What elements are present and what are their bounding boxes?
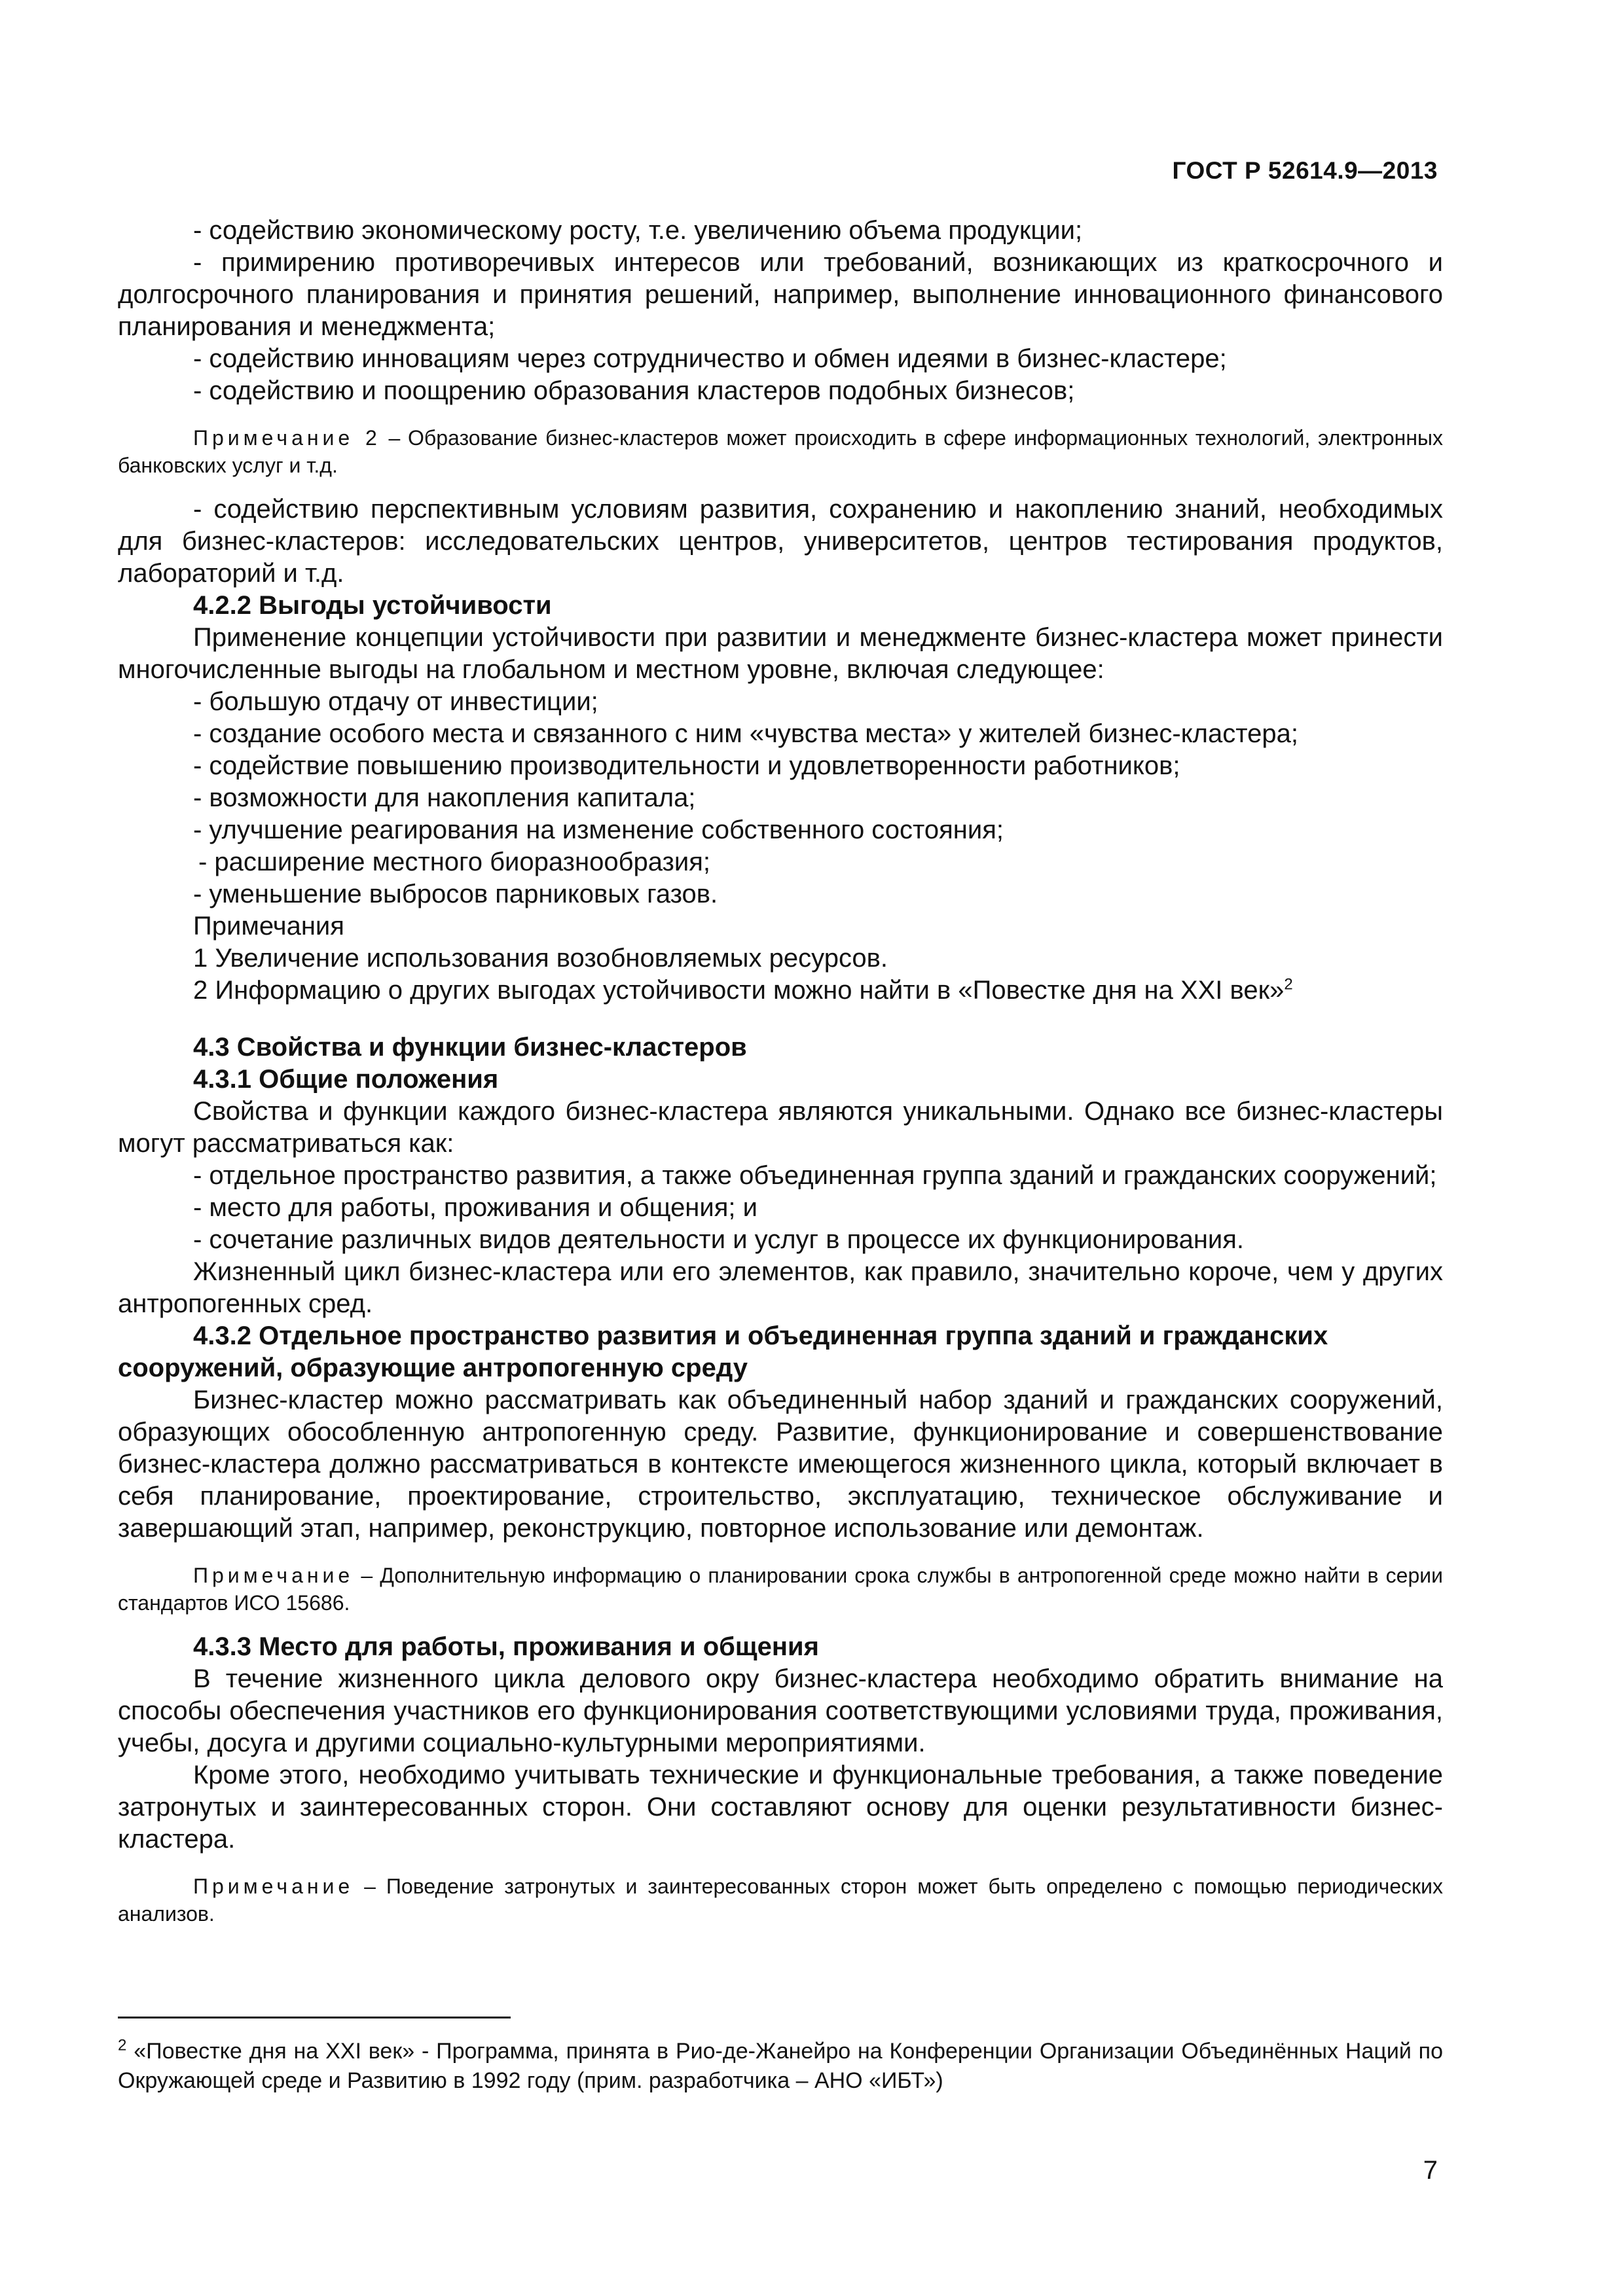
section-heading-4-3: 4.3 Свойства и функции бизнес-кластеров [193,1033,747,1062]
section-heading-4-3-3: 4.3.3 Место для работы, проживания и общения [193,1632,819,1661]
list-item: - отдельное пространство развития, а также объединенная группа зданий и гражданских сооружений; [193,1161,1437,1190]
note-item: 1 Увеличение использования возобновляемых ресурсов. [193,944,888,973]
list-item: - возможности для накопления капитала; [193,783,696,812]
note-text: 2 Информацию о других выгодах устойчивости можно найти в «Повестке дня на XXI век» [193,976,1285,1005]
main-content [118,215,1443,1942]
list-item: - содействию экономическому росту, т.е. увеличению объема продукции; [193,216,1083,245]
list-item: - уменьшение выбросов парниковых газов. [193,880,718,908]
note-text: – Дополнительную информацию о планировании срока службы в антропогенной среде можно найти в серии стандартов ИСО 15686. [118,1564,1443,1615]
note-label: Примечание [193,1564,354,1587]
footnote-divider [118,2017,511,2018]
note-label: Примечание 2 [193,426,381,450]
list-item: - содействию и поощрению образования кластеров подобных бизнесов; [193,376,1075,405]
list-item: - содействие повышению производительности и удовлетворенности работников; [193,751,1180,780]
list-item: - большую отдачу от инвестиции; [193,687,598,716]
footnote-mark: 2 [118,2036,127,2054]
footnote [118,2037,1443,2096]
section-intro: Свойства и функции каждого бизнес-кластера являются уникальными. Однако все бизнес-кластеры могут рассматриваться как: [118,1097,1443,1158]
list-item: - улучшение реагирования на изменение собственного состояния; [193,816,1004,844]
list-item: - примирению противоречивых интересов или требований, возникающих из краткосрочного и долгосрочного планирования и принятия решений, например, выполнение инновационного финансового планирования и менеджмента; [118,248,1443,341]
list-item: - сочетание различных видов деятельности и услуг в процессе их функционирования. [193,1225,1245,1254]
note-2 [118,424,1443,479]
section-paragraph: Жизненный цикл бизнес-кластера или его элементов, как правило, значительно короче, чем у других антропогенных сред. [118,1257,1443,1318]
note-item [118,975,1443,1007]
spacer [118,1007,1443,1031]
footnote-text: «Повестке дня на XXI век» - Программа, принята в Рио-де-Жанейро на Конференции Организации Объединённых Наций по Окружающей среде и Развитию в 1992 году (прим. разработчика – АНО «ИБТ») [118,2039,1443,2093]
section-intro: Применение концепции устойчивости при развитии и менеджменте бизнес-кластера может принести многочисленные выгоды на глобальном и местном уровне, включая следующее: [118,623,1443,684]
section-heading-4-3-2: 4.3.2 Отдельное пространство развития и объединенная группа зданий и гражданских сооружений, образующие антропогенную среду [118,1321,1328,1382]
list-item: - место для работы, проживания и общения; и [193,1193,757,1222]
standard-designation: ГОСТ Р 52614.9—2013 [1172,157,1438,184]
note-text: – Поведение затронутых и заинтересованных сторон может быть определено с помощью периодических анализов. [118,1874,1443,1926]
list-item: - расширение местного биоразнообразия; [198,848,710,876]
section-heading-4-3-1: 4.3.1 Общие положения [193,1065,499,1094]
note-label: Примечание [193,1874,354,1898]
section-paragraph: В течение жизненного цикла делового окру бизнес-кластера необходимо обратить внимание на способы обеспечения участников его функционирования соответствующими условиями труда, проживания, учебы, досуга и другими социально-культурными мероприятиями. [118,1664,1443,1757]
list-item: - создание особого места и связанного с ним «чувства места» у жителей бизнес-кластера; [193,719,1298,748]
note-text: – Образование бизнес-кластеров может происходить в сфере информационных технологий, электронных банковских услуг и т.д. [118,426,1444,477]
section-paragraph: Кроме этого, необходимо учитывать технические и функциональные требования, а также поведение затронутых и заинтересованных сторон. Они составляют основу для оценки результативности бизнес-кластера. [118,1761,1443,1854]
section-heading-4-2-2: 4.2.2 Выгоды устойчивости [193,591,552,620]
page-number: 7 [1423,2156,1438,2185]
list-item: - содействию инновациям через сотрудничество и обмен идеями в бизнес-кластере; [193,344,1227,373]
section-paragraph: Бизнес-кластер можно рассматривать как объединенный набор зданий и гражданских сооружений, образующих обособленную антропогенную среду. Развитие, функционирование и совершенствование бизнес-кластера должно рассматриваться в контексте имеющегося жизненного цикла, который включает в себя планирование, проектирование, строительство, эксплуатацию, техническое обслуживание и завершающий этап, например, реконструкцию, повторное использование или демонтаж. [118,1386,1443,1543]
list-item: - содействию перспективным условиям развития, сохранению и накоплению знаний, необходимых для бизнес-кластеров: исследовательских центров, университетов, центров тестирования продуктов, лабораторий и т.д. [118,495,1443,588]
note [118,1873,1443,1928]
note [118,1562,1443,1617]
notes-title: Примечания [193,912,344,941]
footnote-reference[interactable]: 2 [1284,975,1293,994]
